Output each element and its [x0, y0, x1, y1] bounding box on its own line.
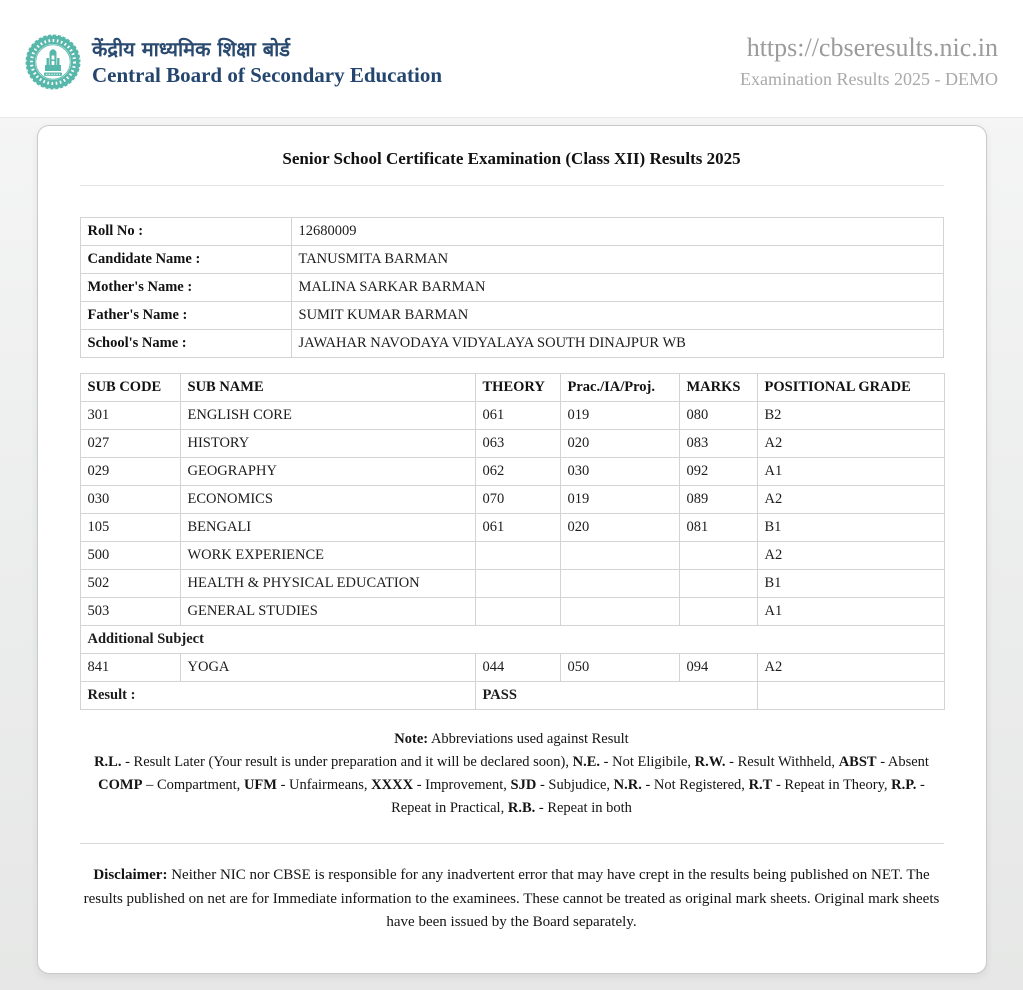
marks-cell [679, 570, 757, 598]
info-label: Father's Name : [80, 302, 291, 330]
sub-name-cell: YOGA [180, 654, 475, 682]
result-row [80, 682, 944, 710]
sub-code-cell: 301 [80, 402, 180, 430]
theory-cell: 070 [475, 486, 560, 514]
info-value: JAWAHAR NAVODAYA VIDYALAYA SOUTH DINAJPUR WB [291, 330, 943, 358]
theory-cell: 062 [475, 458, 560, 486]
col-marks: MARKS [679, 374, 757, 402]
result-value: PASS [475, 682, 757, 710]
marks-cell: 083 [679, 430, 757, 458]
sub-name-cell: ENGLISH CORE [180, 402, 475, 430]
sub-name-cell: WORK EXPERIENCE [180, 542, 475, 570]
marks-header-row [80, 374, 944, 402]
cbse-emblem-icon [25, 34, 81, 90]
marks-row [80, 514, 944, 542]
info-row-school-name [80, 330, 943, 358]
marks-cell [679, 598, 757, 626]
marks-table [80, 373, 945, 710]
info-row-roll-no [80, 218, 943, 246]
additional-subject-section-row [80, 626, 944, 654]
note-heading: Note: Abbreviations used against Result [394, 731, 629, 747]
page-title: Senior School Certificate Examination (Class XII) Results 2025 [282, 149, 741, 168]
theory-cell: 044 [475, 654, 560, 682]
marks-cell: 092 [679, 458, 757, 486]
col-positional-grade: POSITIONAL GRADE [757, 374, 944, 402]
info-label: Candidate Name : [80, 246, 291, 274]
sub-name-cell: HISTORY [180, 430, 475, 458]
sub-code-cell: 027 [80, 430, 180, 458]
grade-cell: B1 [757, 514, 944, 542]
grade-cell: A2 [757, 542, 944, 570]
col-sub-code: SUB CODE [80, 374, 180, 402]
sub-code-cell: 029 [80, 458, 180, 486]
marks-row [80, 430, 944, 458]
prac-cell [560, 542, 679, 570]
disclaimer-divider [80, 843, 944, 844]
brand-text [92, 36, 442, 89]
site-subtitle: Examination Results 2025 - DEMO [740, 69, 998, 89]
prac-cell: 030 [560, 458, 679, 486]
marks-row [80, 654, 944, 682]
sub-name-cell: HEALTH & PHYSICAL EDUCATION [180, 570, 475, 598]
marks-row [80, 570, 944, 598]
theory-cell: 063 [475, 430, 560, 458]
cbse-brand [25, 34, 442, 90]
result-card [37, 125, 987, 974]
marks-row [80, 542, 944, 570]
note-abbreviations-line-1: R.L. - Result Later (Your result is under preparation and it will be declared soon), N.E. - Not Eligibile, R.W. - Result Withheld, ABST - Absent [94, 754, 929, 770]
col-prac: Prac./IA/Proj. [560, 374, 679, 402]
additional-subject-label: Additional Subject [80, 626, 944, 654]
info-label: School's Name : [80, 330, 291, 358]
theory-cell [475, 542, 560, 570]
grade-cell: B1 [757, 570, 944, 598]
marks-row [80, 598, 944, 626]
prac-cell: 020 [560, 430, 679, 458]
note-abbreviations-line-2: COMP – Compartment, UFM - Unfairmeans, XXXX - Improvement, SJD - Subjudice, N.R. - Not Registered, R.T - Repeat in Theory, R.P. - Repeat in Practical, R.B. - Repeat in both [98, 777, 925, 816]
sub-name-cell: ECONOMICS [180, 486, 475, 514]
info-value: MALINA SARKAR BARMAN [291, 274, 943, 302]
prac-cell: 019 [560, 402, 679, 430]
marks-row [80, 486, 944, 514]
note-block [80, 728, 944, 820]
info-value: 12680009 [291, 218, 943, 246]
board-name-hindi: केंद्रीय माध्यमिक शिक्षा बोर्ड [92, 36, 291, 61]
prac-cell [560, 570, 679, 598]
page-body [0, 118, 1023, 974]
prac-cell: 050 [560, 654, 679, 682]
candidate-info-table [80, 217, 944, 358]
marks-cell [679, 542, 757, 570]
marks-cell: 094 [679, 654, 757, 682]
marks-row [80, 402, 944, 430]
info-label: Roll No : [80, 218, 291, 246]
info-value: SUMIT KUMAR BARMAN [291, 302, 943, 330]
prac-cell: 020 [560, 514, 679, 542]
sub-code-cell: 105 [80, 514, 180, 542]
sub-code-cell: 500 [80, 542, 180, 570]
theory-cell: 061 [475, 402, 560, 430]
info-row-mother-name [80, 274, 943, 302]
info-row-candidate-name [80, 246, 943, 274]
sub-name-cell: GEOGRAPHY [180, 458, 475, 486]
site-header [0, 0, 1023, 118]
site-url: https://cbseresults.nic.in [746, 33, 998, 62]
board-name-english: Central Board of Secondary Education [92, 62, 443, 87]
theory-cell [475, 598, 560, 626]
info-label: Mother's Name : [80, 274, 291, 302]
marks-cell: 080 [679, 402, 757, 430]
grade-cell: A1 [757, 598, 944, 626]
marks-row [80, 458, 944, 486]
prac-cell [560, 598, 679, 626]
result-grade-empty-cell [757, 682, 944, 710]
info-value: TANUSMITA BARMAN [291, 246, 943, 274]
col-sub-name: SUB NAME [180, 374, 475, 402]
disclaimer-text: Disclaimer: Neither NIC nor CBSE is responsible for any inadvertent error that may have crept in the results being published on NET. The results published on net are for Immediate information to the examinees. These cannot be treated as original mark sheets. Original mark sheets have been issued by the Board separately. [83, 867, 940, 930]
site-reference [740, 32, 998, 94]
marks-cell: 089 [679, 486, 757, 514]
grade-cell: B2 [757, 402, 944, 430]
result-label: Result : [80, 682, 475, 710]
sub-code-cell: 841 [80, 654, 180, 682]
grade-cell: A1 [757, 458, 944, 486]
sub-name-cell: GENERAL STUDIES [180, 598, 475, 626]
grade-cell: A2 [757, 486, 944, 514]
sub-code-cell: 503 [80, 598, 180, 626]
grade-cell: A2 [757, 430, 944, 458]
info-row-father-name [80, 302, 943, 330]
grade-cell: A2 [757, 654, 944, 682]
col-theory: THEORY [475, 374, 560, 402]
sub-code-cell: 502 [80, 570, 180, 598]
prac-cell: 019 [560, 486, 679, 514]
theory-cell: 061 [475, 514, 560, 542]
sub-code-cell: 030 [80, 486, 180, 514]
marks-cell: 081 [679, 514, 757, 542]
theory-cell [475, 570, 560, 598]
title-divider [80, 185, 944, 186]
sub-name-cell: BENGALI [180, 514, 475, 542]
